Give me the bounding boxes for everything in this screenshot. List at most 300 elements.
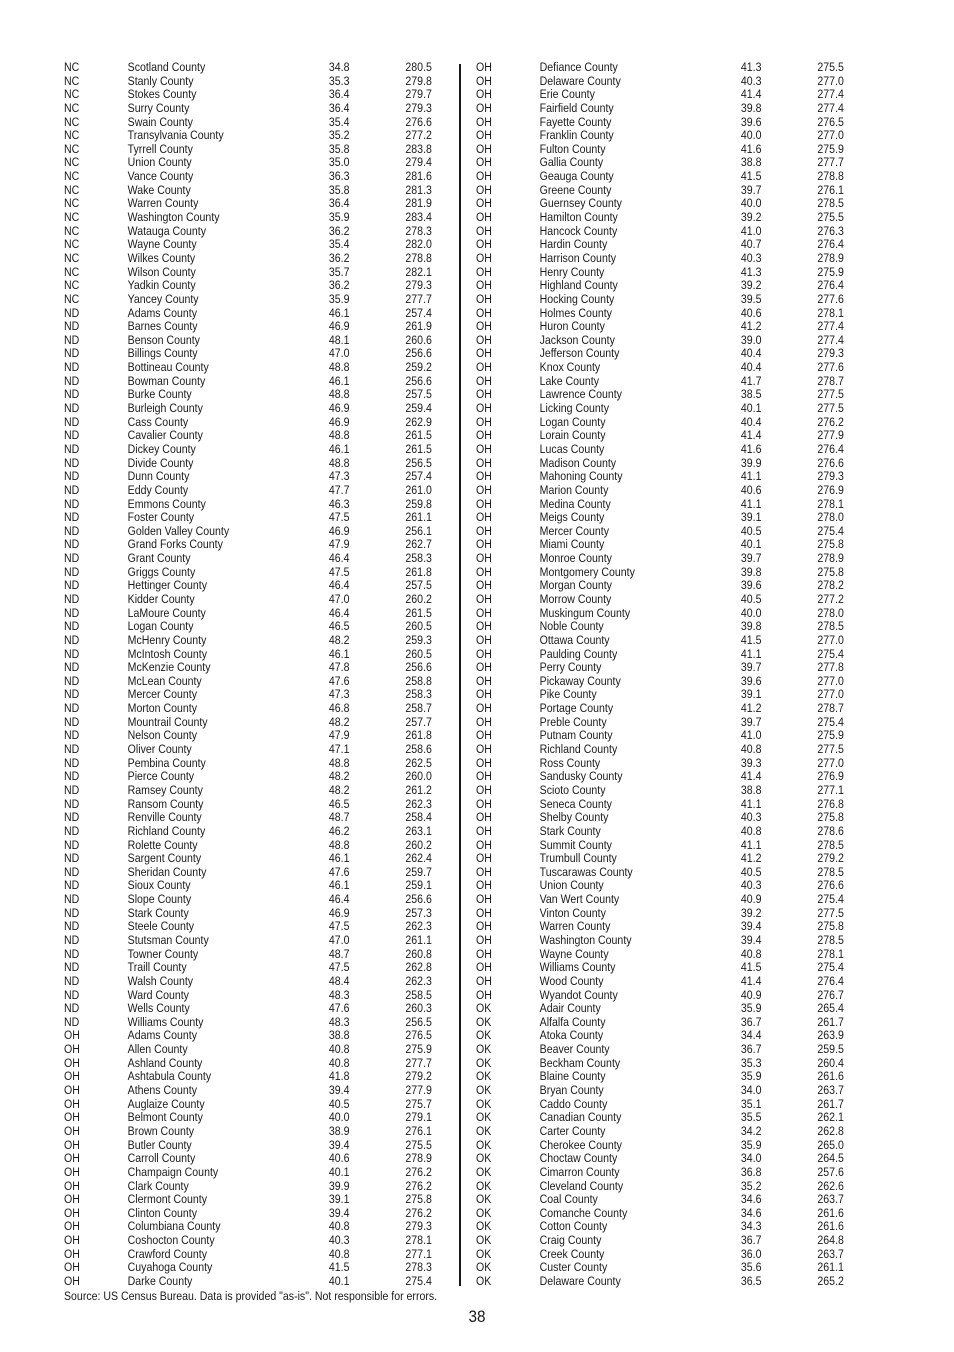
value-1: 35.3 bbox=[740, 1055, 762, 1070]
value-2: 260.2 bbox=[405, 837, 432, 852]
table-row bbox=[64, 525, 455, 539]
value-2: 279.3 bbox=[405, 1219, 432, 1234]
state-code: OH bbox=[476, 864, 492, 879]
state-code: ND bbox=[64, 1001, 80, 1016]
value-1: 39.2 bbox=[740, 210, 762, 225]
table-row bbox=[476, 334, 867, 348]
state-code: OH bbox=[476, 305, 492, 320]
value-1: 46.5 bbox=[328, 796, 350, 811]
table-row bbox=[476, 347, 867, 361]
county-name: Hocking County bbox=[539, 291, 615, 306]
value-1: 46.9 bbox=[328, 523, 350, 538]
state-code: OH bbox=[476, 619, 492, 634]
table-row bbox=[64, 293, 455, 307]
value-2: 277.4 bbox=[817, 100, 844, 115]
value-2: 260.3 bbox=[405, 1001, 432, 1016]
county-name: Choctaw County bbox=[539, 1151, 618, 1166]
table-row bbox=[476, 879, 867, 893]
value-1: 47.8 bbox=[328, 660, 350, 675]
county-name: Wyandot County bbox=[539, 987, 618, 1002]
value-1: 47.5 bbox=[328, 960, 350, 975]
state-code: ND bbox=[64, 660, 80, 675]
value-1: 40.5 bbox=[328, 1096, 350, 1111]
county-name: Pembina County bbox=[127, 755, 206, 770]
value-2: 262.3 bbox=[405, 796, 432, 811]
state-code: OH bbox=[64, 1151, 80, 1166]
table-row bbox=[64, 457, 455, 471]
county-name: Athens County bbox=[127, 1083, 198, 1098]
value-2: 276.1 bbox=[817, 182, 844, 197]
state-code: OH bbox=[476, 210, 492, 225]
table-row bbox=[64, 116, 455, 130]
table-row bbox=[476, 498, 867, 512]
value-1: 36.4 bbox=[328, 196, 350, 211]
value-1: 47.3 bbox=[328, 469, 350, 484]
county-name: Clermont County bbox=[127, 1192, 207, 1207]
value-2: 275.4 bbox=[817, 892, 844, 907]
source-note: Source: US Census Bureau. Data is provided "as-is". Not responsible for errors. bbox=[64, 1289, 438, 1303]
county-name: Clark County bbox=[127, 1178, 189, 1193]
county-name: Transylvania County bbox=[127, 128, 224, 143]
value-2: 275.4 bbox=[405, 1274, 432, 1289]
county-name: Eddy County bbox=[127, 482, 189, 497]
table-row bbox=[64, 1166, 455, 1180]
state-code: ND bbox=[64, 823, 80, 838]
county-name: Geauga County bbox=[539, 169, 614, 184]
state-code: OH bbox=[476, 946, 492, 961]
table-row bbox=[64, 702, 455, 716]
value-2: 262.6 bbox=[817, 1178, 844, 1193]
state-code: OH bbox=[476, 169, 492, 184]
state-code: OH bbox=[476, 564, 492, 579]
value-2: 261.5 bbox=[405, 441, 432, 456]
value-2: 276.2 bbox=[817, 414, 844, 429]
state-code: OH bbox=[476, 687, 492, 702]
county-name: Ransom County bbox=[127, 796, 204, 811]
value-1: 39.3 bbox=[740, 755, 762, 770]
value-2: 260.0 bbox=[405, 769, 432, 784]
value-2: 278.7 bbox=[817, 373, 844, 388]
state-code: OH bbox=[64, 1164, 80, 1179]
state-code: OH bbox=[476, 973, 492, 988]
county-name: Surry County bbox=[127, 100, 190, 115]
state-code: NC bbox=[64, 128, 80, 143]
value-1: 35.2 bbox=[328, 128, 350, 143]
table-row bbox=[476, 1152, 867, 1166]
value-1: 46.1 bbox=[328, 441, 350, 456]
table-row bbox=[64, 989, 455, 1003]
county-name: Lawrence County bbox=[539, 387, 622, 402]
county-name: Licking County bbox=[539, 401, 610, 416]
value-1: 38.8 bbox=[740, 155, 762, 170]
value-2: 276.4 bbox=[817, 237, 844, 252]
state-code: NC bbox=[64, 141, 80, 156]
value-1: 35.7 bbox=[328, 264, 350, 279]
county-name: Atoka County bbox=[539, 1028, 604, 1043]
value-2: 277.9 bbox=[405, 1083, 432, 1098]
state-code: ND bbox=[64, 987, 80, 1002]
value-2: 265.2 bbox=[817, 1274, 844, 1289]
value-2: 278.1 bbox=[405, 1233, 432, 1248]
county-name: Cotton County bbox=[539, 1219, 608, 1234]
table-row bbox=[476, 238, 867, 252]
state-code: ND bbox=[64, 632, 80, 647]
table-row bbox=[64, 716, 455, 730]
value-2: 277.0 bbox=[817, 73, 844, 88]
state-code: ND bbox=[64, 510, 80, 525]
county-name: Burleigh County bbox=[127, 401, 203, 416]
county-name: Monroe County bbox=[539, 551, 612, 566]
value-2: 263.7 bbox=[817, 1246, 844, 1261]
table-row bbox=[476, 716, 867, 730]
value-2: 276.6 bbox=[817, 455, 844, 470]
state-code: OH bbox=[476, 291, 492, 306]
value-2: 275.5 bbox=[817, 210, 844, 225]
county-name: Mercer County bbox=[539, 523, 609, 538]
value-1: 40.1 bbox=[740, 537, 762, 552]
value-2: 261.2 bbox=[405, 782, 432, 797]
state-code: ND bbox=[64, 346, 80, 361]
value-1: 47.6 bbox=[328, 864, 350, 879]
state-code: OH bbox=[476, 673, 492, 688]
value-1: 48.2 bbox=[328, 769, 350, 784]
county-name: Traill County bbox=[127, 960, 187, 975]
value-2: 261.1 bbox=[405, 510, 432, 525]
value-2: 278.1 bbox=[817, 946, 844, 961]
state-code: OH bbox=[476, 742, 492, 757]
table-row bbox=[64, 852, 455, 866]
value-2: 278.2 bbox=[817, 578, 844, 593]
value-2: 277.5 bbox=[817, 387, 844, 402]
value-1: 40.8 bbox=[740, 742, 762, 757]
value-2: 279.7 bbox=[405, 87, 432, 102]
table-row bbox=[476, 798, 867, 812]
table-row bbox=[476, 975, 867, 989]
table-row bbox=[64, 1125, 455, 1139]
table-row bbox=[64, 307, 455, 321]
value-1: 39.7 bbox=[740, 551, 762, 566]
value-2: 263.7 bbox=[817, 1083, 844, 1098]
table-row bbox=[476, 1166, 867, 1180]
value-2: 275.7 bbox=[405, 1096, 432, 1111]
state-code: ND bbox=[64, 728, 80, 743]
state-code: OH bbox=[476, 769, 492, 784]
table-row bbox=[64, 784, 455, 798]
state-code: OK bbox=[476, 1055, 492, 1070]
value-1: 36.5 bbox=[740, 1274, 762, 1289]
value-2: 281.6 bbox=[405, 169, 432, 184]
value-2: 262.7 bbox=[405, 537, 432, 552]
value-2: 258.7 bbox=[405, 701, 432, 716]
county-name: Bottineau County bbox=[127, 360, 209, 375]
state-code: ND bbox=[64, 605, 80, 620]
value-2: 257.5 bbox=[405, 387, 432, 402]
value-1: 36.8 bbox=[740, 1164, 762, 1179]
table-row bbox=[476, 825, 867, 839]
table-row bbox=[64, 907, 455, 921]
table-column-left bbox=[64, 61, 455, 1289]
value-1: 36.2 bbox=[328, 250, 350, 265]
value-2: 256.6 bbox=[405, 373, 432, 388]
table-row bbox=[64, 1261, 455, 1275]
value-2: 263.7 bbox=[817, 1192, 844, 1207]
county-name: Towner County bbox=[127, 946, 199, 961]
state-code: ND bbox=[64, 687, 80, 702]
table-row bbox=[64, 757, 455, 771]
county-name: Darke County bbox=[127, 1274, 193, 1289]
state-code: NC bbox=[64, 87, 80, 102]
column-divider bbox=[459, 64, 461, 1286]
state-code: OH bbox=[476, 373, 492, 388]
value-2: 259.7 bbox=[405, 864, 432, 879]
table-row bbox=[476, 307, 867, 321]
state-code: ND bbox=[64, 537, 80, 552]
state-code: ND bbox=[64, 523, 80, 538]
table-row bbox=[476, 1275, 867, 1289]
state-code: OK bbox=[476, 1151, 492, 1166]
table-row bbox=[476, 484, 867, 498]
county-name: Bryan County bbox=[539, 1083, 604, 1098]
value-1: 34.0 bbox=[740, 1083, 762, 1098]
table-row bbox=[476, 1111, 867, 1125]
value-2: 279.8 bbox=[405, 73, 432, 88]
state-code: OH bbox=[476, 196, 492, 211]
state-code: OH bbox=[476, 523, 492, 538]
table-row bbox=[64, 607, 455, 621]
state-code: ND bbox=[64, 796, 80, 811]
table-row bbox=[476, 88, 867, 102]
value-2: 278.5 bbox=[817, 196, 844, 211]
value-2: 258.8 bbox=[405, 673, 432, 688]
table-row bbox=[476, 184, 867, 198]
state-code: OH bbox=[476, 414, 492, 429]
value-1: 47.7 bbox=[328, 482, 350, 497]
value-1: 40.4 bbox=[740, 414, 762, 429]
value-1: 38.5 bbox=[740, 387, 762, 402]
county-name: Fulton County bbox=[539, 141, 606, 156]
table-row bbox=[476, 661, 867, 675]
table-row bbox=[476, 893, 867, 907]
county-name: Cuyahoga County bbox=[127, 1260, 213, 1275]
state-code: OH bbox=[476, 755, 492, 770]
table-row bbox=[476, 866, 867, 880]
county-name: Stokes County bbox=[127, 87, 197, 102]
value-2: 283.4 bbox=[405, 210, 432, 225]
value-1: 46.1 bbox=[328, 373, 350, 388]
state-code: OH bbox=[476, 455, 492, 470]
value-2: 257.4 bbox=[405, 469, 432, 484]
value-2: 262.1 bbox=[817, 1110, 844, 1125]
state-code: ND bbox=[64, 701, 80, 716]
state-code: OH bbox=[64, 1260, 80, 1275]
state-code: OH bbox=[476, 401, 492, 416]
state-code: ND bbox=[64, 591, 80, 606]
county-name: Coal County bbox=[539, 1192, 598, 1207]
value-1: 41.2 bbox=[740, 701, 762, 716]
value-2: 276.5 bbox=[817, 114, 844, 129]
table-row bbox=[64, 429, 455, 443]
county-name: Washington County bbox=[127, 210, 220, 225]
table-row bbox=[64, 566, 455, 580]
value-2: 277.7 bbox=[405, 1055, 432, 1070]
value-1: 40.5 bbox=[740, 591, 762, 606]
county-name: Yancey County bbox=[127, 291, 199, 306]
county-name: Tyrrell County bbox=[127, 141, 193, 156]
table-row bbox=[476, 839, 867, 853]
value-1: 36.4 bbox=[328, 87, 350, 102]
state-code: ND bbox=[64, 810, 80, 825]
state-code: ND bbox=[64, 414, 80, 429]
value-1: 40.8 bbox=[328, 1246, 350, 1261]
table-row bbox=[64, 579, 455, 593]
table-row bbox=[64, 688, 455, 702]
value-2: 276.9 bbox=[817, 482, 844, 497]
county-name: Cass County bbox=[127, 414, 189, 429]
value-1: 36.2 bbox=[328, 278, 350, 293]
table-row bbox=[64, 129, 455, 143]
value-1: 41.1 bbox=[740, 469, 762, 484]
county-name: Butler County bbox=[127, 1137, 192, 1152]
value-2: 278.5 bbox=[817, 837, 844, 852]
value-1: 34.8 bbox=[328, 60, 350, 74]
county-name: Muskingum County bbox=[539, 605, 631, 620]
value-2: 258.4 bbox=[405, 810, 432, 825]
state-code: OH bbox=[476, 87, 492, 102]
value-1: 39.7 bbox=[740, 182, 762, 197]
value-1: 41.1 bbox=[740, 496, 762, 511]
table-row bbox=[64, 839, 455, 853]
county-name: Cimarron County bbox=[539, 1164, 620, 1179]
county-name: Steele County bbox=[127, 919, 195, 934]
county-name: Lorain County bbox=[539, 428, 606, 443]
table-row bbox=[476, 566, 867, 580]
value-2: 278.3 bbox=[405, 1260, 432, 1275]
county-name: Morgan County bbox=[539, 578, 612, 593]
value-1: 36.4 bbox=[328, 100, 350, 115]
table-row bbox=[64, 634, 455, 648]
county-name: Williams County bbox=[127, 1014, 204, 1029]
county-name: Hamilton County bbox=[539, 210, 618, 225]
value-1: 38.8 bbox=[328, 1028, 350, 1043]
value-1: 38.8 bbox=[740, 782, 762, 797]
county-name: Hettinger County bbox=[127, 578, 208, 593]
county-name: Foster County bbox=[127, 510, 195, 525]
county-name: Mountrail County bbox=[127, 714, 208, 729]
county-name: Stark County bbox=[539, 823, 601, 838]
county-name: Comanche County bbox=[539, 1205, 628, 1220]
value-2: 257.3 bbox=[405, 905, 432, 920]
county-name: Wood County bbox=[539, 973, 604, 988]
table-row bbox=[476, 784, 867, 798]
county-name: Madison County bbox=[539, 455, 617, 470]
table-row bbox=[64, 470, 455, 484]
value-1: 40.1 bbox=[328, 1274, 350, 1289]
county-name: Nelson County bbox=[127, 728, 198, 743]
value-2: 283.8 bbox=[405, 141, 432, 156]
table-row bbox=[476, 1002, 867, 1016]
state-code: NC bbox=[64, 182, 80, 197]
table-row bbox=[476, 1084, 867, 1098]
county-name: McLean County bbox=[127, 673, 202, 688]
value-1: 41.6 bbox=[740, 141, 762, 156]
table-row bbox=[476, 129, 867, 143]
county-name: Sandusky County bbox=[539, 769, 623, 784]
county-name: McHenry County bbox=[127, 632, 207, 647]
value-2: 262.3 bbox=[405, 919, 432, 934]
value-2: 275.8 bbox=[817, 810, 844, 825]
state-code: OH bbox=[476, 264, 492, 279]
table-row bbox=[476, 920, 867, 934]
county-name: Ottawa County bbox=[539, 632, 610, 647]
state-code: ND bbox=[64, 714, 80, 729]
state-code: OH bbox=[476, 551, 492, 566]
value-2: 256.1 bbox=[405, 523, 432, 538]
state-code: OK bbox=[476, 1001, 492, 1016]
county-name: Morrow County bbox=[539, 591, 612, 606]
state-code: OH bbox=[64, 1205, 80, 1220]
state-code: OH bbox=[476, 155, 492, 170]
value-2: 277.8 bbox=[817, 660, 844, 675]
value-1: 48.8 bbox=[328, 755, 350, 770]
state-code: ND bbox=[64, 619, 80, 634]
state-code: OK bbox=[476, 1164, 492, 1179]
value-1: 39.9 bbox=[328, 1178, 350, 1193]
state-code: NC bbox=[64, 155, 80, 170]
value-2: 261.6 bbox=[817, 1219, 844, 1234]
value-2: 275.4 bbox=[817, 960, 844, 975]
table-row bbox=[476, 743, 867, 757]
table-row bbox=[476, 770, 867, 784]
value-2: 260.5 bbox=[405, 619, 432, 634]
value-1: 41.4 bbox=[740, 428, 762, 443]
county-name: LaMoure County bbox=[127, 605, 206, 620]
value-2: 256.6 bbox=[405, 660, 432, 675]
state-code: OH bbox=[476, 892, 492, 907]
state-code: OH bbox=[64, 1110, 80, 1125]
county-name: Warren County bbox=[539, 919, 611, 934]
state-code: OH bbox=[476, 128, 492, 143]
value-2: 265.0 bbox=[817, 1137, 844, 1152]
value-2: 277.9 bbox=[817, 428, 844, 443]
table-row bbox=[476, 593, 867, 607]
county-name: Logan County bbox=[127, 619, 194, 634]
state-code: OH bbox=[64, 1137, 80, 1152]
county-name: Creek County bbox=[539, 1246, 605, 1261]
county-name: Noble County bbox=[539, 619, 604, 634]
county-name: Defiance County bbox=[539, 60, 618, 74]
value-2: 275.9 bbox=[817, 264, 844, 279]
state-code: OK bbox=[476, 1260, 492, 1275]
table-row bbox=[64, 252, 455, 266]
value-2: 276.6 bbox=[405, 114, 432, 129]
table-row bbox=[64, 1029, 455, 1043]
table-row bbox=[64, 402, 455, 416]
value-1: 46.1 bbox=[328, 851, 350, 866]
state-code: ND bbox=[64, 551, 80, 566]
county-name: Richland County bbox=[539, 742, 618, 757]
value-1: 41.3 bbox=[740, 60, 762, 74]
value-2: 277.4 bbox=[817, 319, 844, 334]
state-code: OH bbox=[64, 1055, 80, 1070]
state-code: OH bbox=[64, 1096, 80, 1111]
state-code: OK bbox=[476, 1219, 492, 1234]
county-name: Columbiana County bbox=[127, 1219, 221, 1234]
state-code: OH bbox=[476, 360, 492, 375]
state-code: OK bbox=[476, 1233, 492, 1248]
value-2: 277.2 bbox=[405, 128, 432, 143]
value-2: 261.5 bbox=[405, 428, 432, 443]
table-row bbox=[64, 825, 455, 839]
